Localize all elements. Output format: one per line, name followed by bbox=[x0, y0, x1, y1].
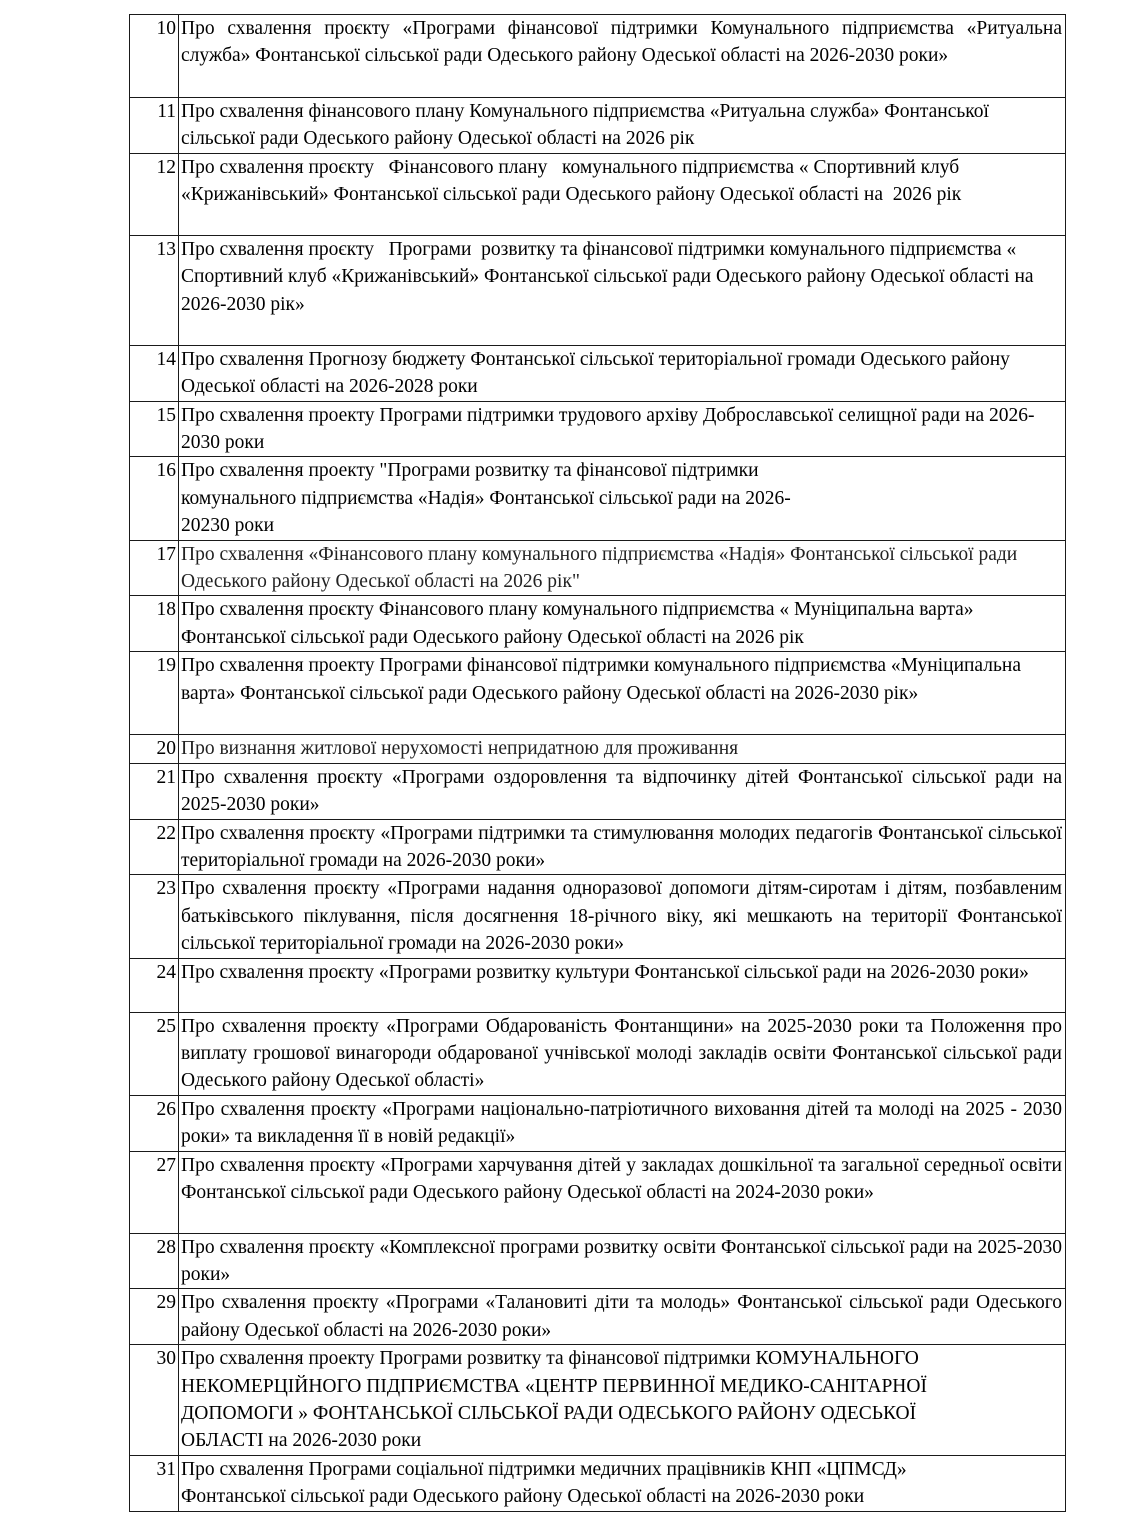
table-row bbox=[130, 540, 1066, 596]
item-number: 10 bbox=[130, 15, 179, 98]
item-number: 22 bbox=[130, 819, 179, 875]
item-text: Про схвалення проєкту «Програми національно-патріотичного виховання дітей та молоді на 2025 - 2030 роки» та викладення її в новій редакції» bbox=[179, 1095, 1066, 1151]
table-row bbox=[130, 1345, 1066, 1456]
item-text: Про схвалення проєкту «Програми розвитку культури Фонтанської сільської ради на 2026-2030 роки» bbox=[179, 958, 1066, 1012]
table-row bbox=[130, 1095, 1066, 1151]
item-text: Про схвалення проекту "Програми розвитку та фінансової підтримки комунального підприємства «Надія» Фонтанської сільської ради на 2026-20230 роки bbox=[179, 457, 1066, 540]
table-row bbox=[130, 401, 1066, 457]
item-number: 14 bbox=[130, 345, 179, 401]
item-number: 21 bbox=[130, 763, 179, 819]
table-row bbox=[130, 958, 1066, 1012]
item-text: Про схвалення проєкту «Програми надання одноразової допомоги дітям-сиротам і дітям, позбавленим батьківського піклування, після досягнення 18-річного віку, які мешкають на території Фонтанської сільської територіальної громади на 2026-2030 роки» bbox=[179, 875, 1066, 958]
item-number: 31 bbox=[130, 1455, 179, 1511]
table-row bbox=[130, 1012, 1066, 1095]
table-row bbox=[130, 1455, 1066, 1511]
item-text: Про схвалення проєкту «Програми фінансової підтримки Комунального підприємства «Ритуальна служба» Фонтанської сільської ради Одеського району Одеської області на 2026-2030 роки» bbox=[179, 15, 1066, 98]
table-row bbox=[130, 15, 1066, 98]
item-text: Про схвалення проєкту «Комплексної програми розвитку освіти Фонтанської сільської ради на 2025-2030 роки» bbox=[179, 1233, 1066, 1289]
item-number: 17 bbox=[130, 540, 179, 596]
table-row bbox=[130, 345, 1066, 401]
table-row bbox=[130, 875, 1066, 958]
item-number: 28 bbox=[130, 1233, 179, 1289]
item-number: 27 bbox=[130, 1151, 179, 1233]
item-number: 18 bbox=[130, 596, 179, 652]
item-text: Про схвалення проєкту «Програми підтримки та стимулювання молодих педагогів Фонтанської сільської територіальної громади на 2026-2030 роки» bbox=[179, 819, 1066, 875]
item-number: 12 bbox=[130, 153, 179, 235]
table-row bbox=[130, 235, 1066, 345]
table-row bbox=[130, 763, 1066, 819]
item-text: Про схвалення «Фінансового плану комунального підприємства «Надія» Фонтанської сільської ради Одеського району Одеської області на 2026 рік" bbox=[179, 540, 1066, 596]
item-text: Про схвалення проекту Програми розвитку та фінансової підтримки КОМУНАЛЬНОГО НЕКОМЕРЦІЙНОГО ПІДПРИЄМСТВА «ЦЕНТР ПЕРВИННОЇ МЕДИКО-САНІТАРНОЇ ДОПОМОГИ » ФОНТАНСЬКОЇ СІЛЬСЬКОЇ РАДИ ОДЕСЬКОГО РАЙОНУ ОДЕСЬКОЇ ОБЛАСТІ на 2026-2030 роки bbox=[179, 1345, 1066, 1456]
item-text: Про схвалення Прогнозу бюджету Фонтанської сільської територіальної громади Одеського району Одеської області на 2026-2028 роки bbox=[179, 345, 1066, 401]
item-text: Про схвалення Програми соціальної підтримки медичних працівників КНП «ЦПМСД» Фонтанської сільської ради Одеського району Одеської області на 2026-2030 роки bbox=[179, 1455, 1066, 1511]
item-text: Про схвалення проекту Програми підтримки трудового архіву Доброславської селищної ради на 2026-2030 роки bbox=[179, 401, 1066, 457]
item-text: Про схвалення проекту Програми фінансової підтримки комунального підприємства «Муніципальна варта» Фонтанської сільської ради Одеського району Одеської області на 2026-2030 рік» bbox=[179, 652, 1066, 735]
item-number: 15 bbox=[130, 401, 179, 457]
table-row bbox=[130, 819, 1066, 875]
item-text: Про схвалення проєкту «Програми харчування дітей у закладах дошкільної та загальної середньої освіти Фонтанської сільської ради Одеського району Одеської області на 2024-2030 роки» bbox=[179, 1151, 1066, 1233]
item-number: 11 bbox=[130, 98, 179, 154]
table-row bbox=[130, 98, 1066, 154]
table-row bbox=[130, 1289, 1066, 1345]
item-number: 24 bbox=[130, 958, 179, 1012]
item-number: 30 bbox=[130, 1345, 179, 1456]
item-number: 19 bbox=[130, 652, 179, 735]
item-number: 23 bbox=[130, 875, 179, 958]
table-row bbox=[130, 596, 1066, 652]
item-text: Про схвалення проєкту «Програми Обдарованість Фонтанщини» на 2025-2030 роки та Положення про виплату грошової винагороди обдарованої учнівської молоді закладів освіти Фонтанської сільської ради Одеського району Одеської області» bbox=[179, 1012, 1066, 1095]
item-number: 16 bbox=[130, 457, 179, 540]
item-text: Про схвалення проєкту Програми розвитку та фінансової підтримки комунального підприємства « Спортивний клуб «Крижанівський» Фонтанської сільської ради Одеського району Одеської області на 2026-2030 рік» bbox=[179, 235, 1066, 345]
table-row bbox=[130, 1233, 1066, 1289]
item-text: Про визнання житлової нерухомості непридатною для проживання bbox=[179, 735, 1066, 763]
item-number: 13 bbox=[130, 235, 179, 345]
item-text: Про схвалення фінансового плану Комунального підприємства «Ритуальна служба» Фонтанської сільської ради Одеського району Одеської області на 2026 рік bbox=[179, 98, 1066, 154]
item-number: 20 bbox=[130, 735, 179, 763]
table-row bbox=[130, 153, 1066, 235]
item-number: 26 bbox=[130, 1095, 179, 1151]
item-text: Про схвалення проєкту Фінансового плану комунального підприємства « Спортивний клуб «Крижанівський» Фонтанської сільської ради Одеського району Одеської області на 2026 рік bbox=[179, 153, 1066, 235]
agenda-table bbox=[129, 14, 1066, 1512]
item-number: 25 bbox=[130, 1012, 179, 1095]
table-row bbox=[130, 457, 1066, 540]
item-number: 29 bbox=[130, 1289, 179, 1345]
item-text: Про схвалення проєкту «Програми «Талановиті діти та молодь» Фонтанської сільської ради Одеського району Одеської області на 2026-2030 роки» bbox=[179, 1289, 1066, 1345]
table-row bbox=[130, 735, 1066, 763]
item-text: Про схвалення проєкту Фінансового плану комунального підприємства « Муніципальна варта» Фонтанської сільської ради Одеського району Одеської області на 2026 рік bbox=[179, 596, 1066, 652]
item-text: Про схвалення проєкту «Програми оздоровлення та відпочинку дітей Фонтанської сільської ради на 2025-2030 роки» bbox=[179, 763, 1066, 819]
table-row bbox=[130, 652, 1066, 735]
table-row bbox=[130, 1151, 1066, 1233]
